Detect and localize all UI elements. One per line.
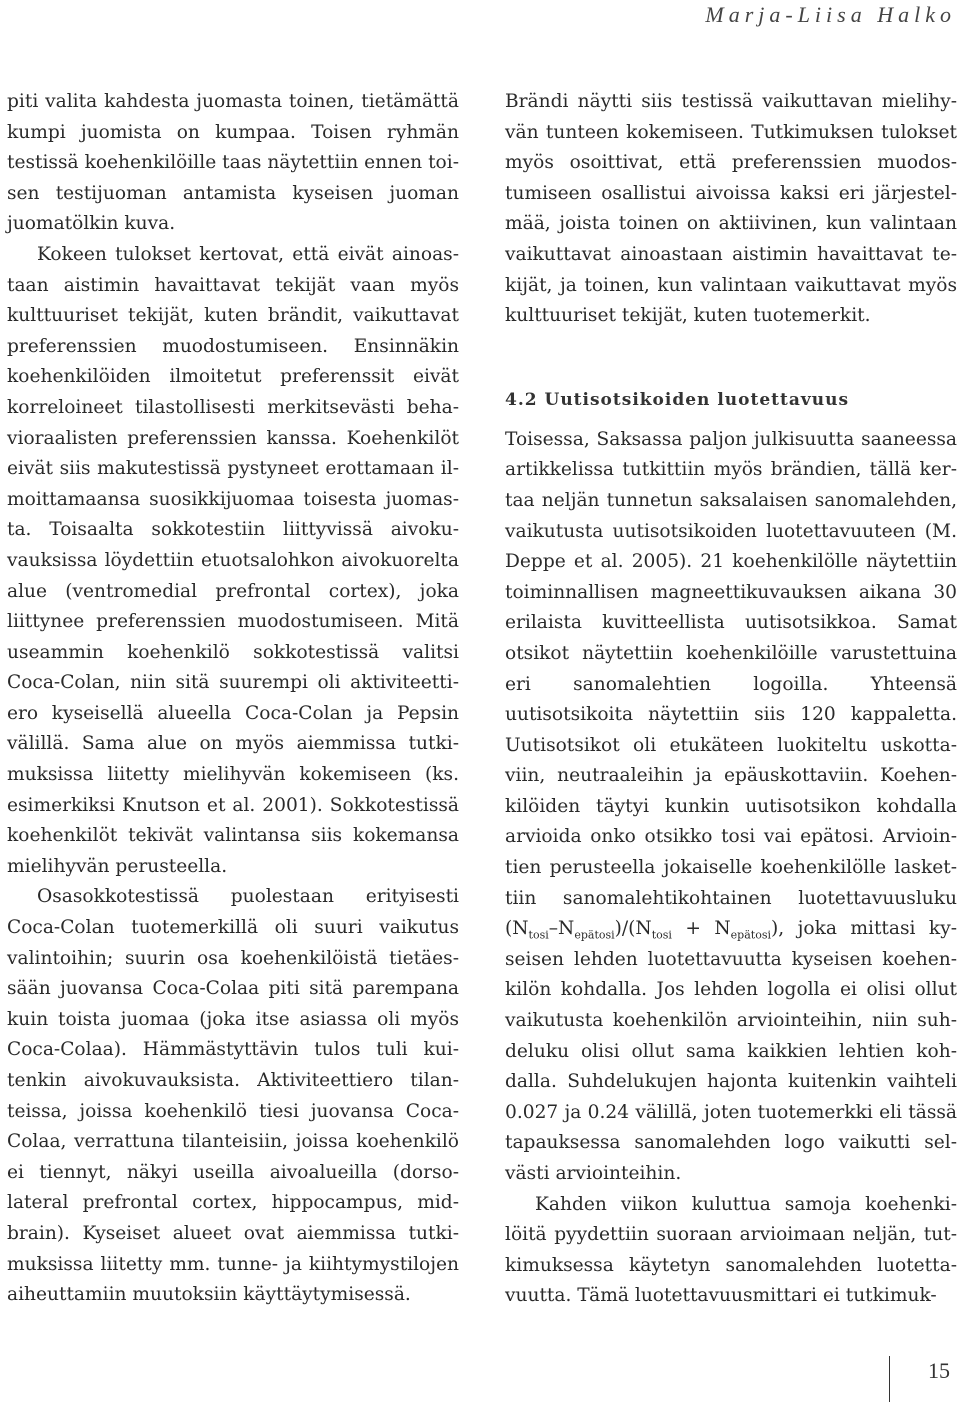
reliability-formula: $(N_{tosi}-N_{epätosi})/(N_{tosi} + N_{epätosi})$ (505, 918, 779, 942)
section-heading: 4.2 Uutisotsikoiden luotettavuus (505, 389, 850, 410)
paragraph: Kahden viikon kuluttua samoja koehenkilöitä pyydettiin suoraan arvioimaan neljän, tutkimuksessa käytetyn sanomalehden luotettavuutta. Tämä luotettavuusmittari ei tutkimuk- (505, 1193, 957, 1307)
paragraph: Osasokkotestissä puolestaan erityisesti Coca-Colan tuotemerkillä oli suuri vaikutus valintoihin; suurin osa koehenkilöistä tietäessään juovansa Coca-Colaa piti sitä parempana kuin toista juomaa (joka itse asiassa oli myös Coca-Colaa). Hämmästyttävin tulos tuli kuitenkin aivokuvauksista. Aktiviteettiero tilanteissa, joissa koehenkilö tiesi juovansa Coca-Colaa, verrattuna tilanteisiin, joissa koehenkilö ei tiennyt, näkyi useilla aivoalueilla (dorsolateral prefrontal cortex, hippocampus, midbrain). Kyseiset alueet ovat aiemmissa tutkimuksissa liitetty mm. tunne- ja kiihtymystilojen aiheuttamiin muutoksiin käyttäytymisessä. (7, 886, 459, 1306)
page-number: 15 (928, 1358, 950, 1383)
left-column (7, 87, 459, 1311)
paragraph-with-formula (505, 425, 957, 1190)
paragraph-text: , joka mittasi kyseisen lehden luotettavuutta kyseisen koehenkilön kohdalla. Jos lehden logolla ei olisi ollut vaikutusta koehenkilön arviointeihin, niin suhdeluku olisi ollut sama kaikkien lehtien kohdalla. Suhdelukujen hajonta kuitenkin vaihteli 0.027 ja 0.24 välillä, joten tuotemerkki eli tässä tapauksessa sanomalehden logo vaikutti selvästi arviointeihin. (505, 918, 957, 1184)
paragraph: Brändi näytti siis testissä vaikuttavan mielihyvän tunteen kokemiseen. Tutkimuksen tulokset myös osoittivat, että preferenssien muodostumiseen osallistui aivoissa kaksi eri järjestelmää, joista toinen on aktiivinen, kun valintaan vaikuttavat ainoastaan aistimin havaittavat tekijät, ja toinen, kun valintaan vaikuttavat myös kulttuuriset tekijät, kuten tuotemerkit. (505, 91, 957, 327)
page-number-divider (889, 1356, 890, 1402)
paragraph: piti valita kahdesta juomasta toinen, tietämättä kumpi juomista on kumpaa. Toisen ryhmän testissä koehenkilöille taas näytettiin ennen toisen testijuoman antamista kyseisen juoman juomatölkin kuva. (7, 91, 459, 235)
paragraph: Kokeen tulokset kertovat, että eivät ainoastaan aistimin havaittavat tekijät vaan myös kulttuuriset tekijät, kuten brändit, vaikuttavat preferenssien muodostumiseen. Ensinnäkin koehenkilöiden ilmoitetut preferenssit eivät korreloineet tilastollisesti merkitsevästi behavioraalisten preferenssien kanssa. Koehenkilöt eivät siis makutestissä pystyneet erottamaan ilmoittamaansa suosikkijuomaa toisesta juomasta. Toisaalta sokkotestiin liittyvissä aivokuvauksissa löydettiin etuotsalohkon aivokuorelta alue (ventromedial prefrontal cortex), joka liittynee preferenssien muodostumiseen. Mitä useammin koehenkilö sokkotestissä valitsi Coca-Colan, niin sitä suurempi oli aktiviteettiero kyseisellä alueella Coca-Colan ja Pepsin välillä. Sama alue on myös aiemmissa tutkimuksissa liitetty mielihyvän kokemiseen (ks. esimerkiksi Knutson et al. 2001). Sokkotestissä koehenkilöt tekivät valintansa siis kokemansa mielihyvän perusteella. (7, 243, 459, 877)
right-column (505, 87, 957, 1312)
paragraph-text: Toisessa, Saksassa paljon julkisuutta saaneessa artikkelissa tutkittiin myös brändien, tällä kertaa neljän tunnetun saksalaisen sanomalehden, vaikutusta uutisotsikoiden luotettavuuteen (M. Deppe et al. 2005). 21 koehenkilölle näytettiin toiminnallisen magneettikuvauksen aikana 30 erilaista kuvitteellista uutisotsikkoa. Samat otsikot näytettiin koehenkilöille varustettuina eri sanomalehtien logoilla. Yhteensä uutisotsikoita näytettiin siis 120 kappaletta. Uutisotsikot oli etukäteen luokiteltu uskottaviin, neutraaleihin ja epäuskottaviin. Koehenkilöiden täytyi kunkin uutisotsikon kohdalla arvioida onko otsikko tosi vai epätosi. Arviointien perusteella jokaiselle koehenkilölle laskettiin sanomalehtikohtainen luotettavuusluku (505, 428, 957, 909)
running-header: Marja-Liisa Halko (705, 2, 956, 27)
